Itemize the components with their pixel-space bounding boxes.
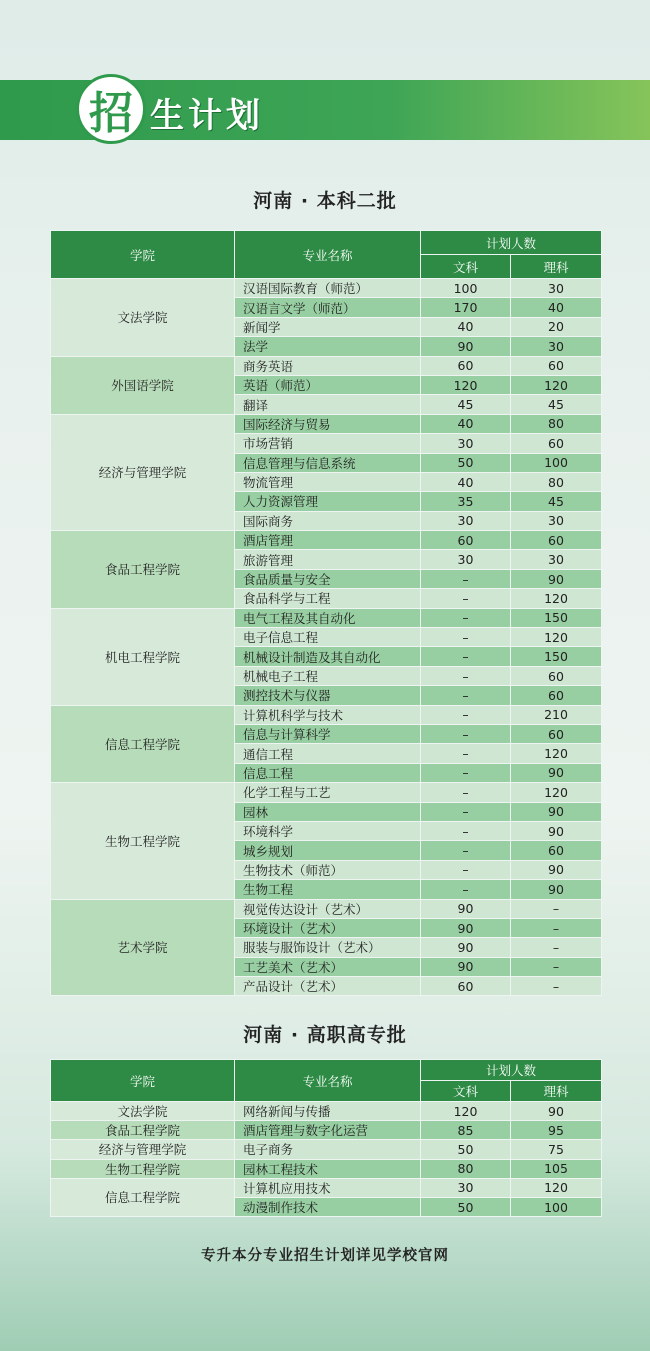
li-cell: 60 — [511, 841, 602, 860]
major-cell: 酒店管理与数字化运营 — [235, 1121, 421, 1140]
major-cell: 酒店管理 — [235, 531, 421, 550]
wen-cell: 90 — [421, 938, 511, 957]
college-cell: 食品工程学院 — [51, 531, 235, 609]
major-cell: 电子商务 — [235, 1140, 421, 1159]
wen-cell: – — [421, 647, 511, 666]
major-cell: 英语（师范） — [235, 375, 421, 394]
wen-cell: – — [421, 686, 511, 705]
table-row — [51, 705, 602, 724]
college-cell: 艺术学院 — [51, 899, 235, 996]
college-cell: 经济与管理学院 — [51, 1140, 235, 1159]
wen-cell: 170 — [421, 298, 511, 317]
major-cell: 法学 — [235, 337, 421, 356]
major-cell: 信息与计算科学 — [235, 724, 421, 743]
college-cell: 生物工程学院 — [51, 1159, 235, 1178]
major-cell: 机械设计制造及其自动化 — [235, 647, 421, 666]
li-cell: – — [511, 938, 602, 957]
li-cell: 90 — [511, 569, 602, 588]
li-cell: 90 — [511, 880, 602, 899]
major-cell: 计算机应用技术 — [235, 1178, 421, 1197]
major-cell: 旅游管理 — [235, 550, 421, 569]
wen-cell: 80 — [421, 1159, 511, 1178]
major-cell: 网络新闻与传播 — [235, 1102, 421, 1121]
college-cell: 生物工程学院 — [51, 783, 235, 899]
li-cell: 40 — [511, 298, 602, 317]
wen-cell: 100 — [421, 279, 511, 298]
li-cell: 30 — [511, 337, 602, 356]
li-cell: 120 — [511, 589, 602, 608]
li-cell: 30 — [511, 550, 602, 569]
li-cell: 60 — [511, 666, 602, 685]
wen-cell: – — [421, 860, 511, 879]
li-cell: 150 — [511, 608, 602, 627]
major-cell: 工艺美术（艺术） — [235, 957, 421, 976]
major-cell: 食品科学与工程 — [235, 589, 421, 608]
wen-cell: – — [421, 628, 511, 647]
header-college: 学院 — [51, 1060, 235, 1102]
wen-cell: 60 — [421, 356, 511, 375]
li-cell: 100 — [511, 453, 602, 472]
table-row — [51, 414, 602, 433]
li-cell: 90 — [511, 821, 602, 840]
li-cell: 30 — [511, 279, 602, 298]
major-cell: 新闻学 — [235, 317, 421, 336]
li-cell: 80 — [511, 472, 602, 491]
li-cell: 105 — [511, 1159, 602, 1178]
header-wen: 文科 — [421, 1081, 511, 1102]
li-cell: 80 — [511, 414, 602, 433]
li-cell: 60 — [511, 686, 602, 705]
major-cell: 化学工程与工艺 — [235, 783, 421, 802]
major-cell: 人力资源管理 — [235, 492, 421, 511]
wen-cell: 90 — [421, 918, 511, 937]
li-cell: 90 — [511, 1102, 602, 1121]
li-cell: – — [511, 977, 602, 996]
major-cell: 电子信息工程 — [235, 628, 421, 647]
table-row — [51, 279, 602, 298]
li-cell: 120 — [511, 783, 602, 802]
wen-cell: 60 — [421, 531, 511, 550]
major-cell: 测控技术与仪器 — [235, 686, 421, 705]
title-text: 生计划 — [150, 95, 264, 136]
header-li: 理科 — [511, 255, 602, 279]
wen-cell: – — [421, 666, 511, 685]
major-cell: 生物工程 — [235, 880, 421, 899]
major-cell: 动漫制作技术 — [235, 1197, 421, 1216]
section1-title: 河南 · 本科二批 — [253, 190, 397, 212]
major-cell: 信息工程 — [235, 763, 421, 782]
wen-cell: 45 — [421, 395, 511, 414]
header-wen: 文科 — [421, 255, 511, 279]
li-cell: 90 — [511, 763, 602, 782]
wen-cell: 60 — [421, 977, 511, 996]
major-cell: 视觉传达设计（艺术） — [235, 899, 421, 918]
section2-title: 河南 · 高职高专批 — [243, 1024, 407, 1046]
major-cell: 国际经济与贸易 — [235, 414, 421, 433]
major-cell: 通信工程 — [235, 744, 421, 763]
wen-cell: – — [421, 841, 511, 860]
li-cell: 60 — [511, 531, 602, 550]
wen-cell: 120 — [421, 1102, 511, 1121]
li-cell: 45 — [511, 395, 602, 414]
li-cell: 120 — [511, 744, 602, 763]
table-row — [51, 531, 602, 550]
header-college: 学院 — [51, 231, 235, 279]
major-cell: 物流管理 — [235, 472, 421, 491]
wen-cell: 90 — [421, 957, 511, 976]
wen-cell: – — [421, 802, 511, 821]
li-cell: 100 — [511, 1197, 602, 1216]
major-cell: 汉语言文学（师范） — [235, 298, 421, 317]
major-cell: 机械电子工程 — [235, 666, 421, 685]
header-li: 理科 — [511, 1081, 602, 1102]
wen-cell: 40 — [421, 414, 511, 433]
table-row — [51, 1102, 602, 1121]
table-row — [51, 1178, 602, 1197]
wen-cell: 50 — [421, 453, 511, 472]
li-cell: 20 — [511, 317, 602, 336]
major-cell: 市场营销 — [235, 434, 421, 453]
wen-cell: – — [421, 880, 511, 899]
header-major: 专业名称 — [235, 1060, 421, 1102]
li-cell: 90 — [511, 802, 602, 821]
wen-cell: 40 — [421, 317, 511, 336]
wen-cell: – — [421, 589, 511, 608]
li-cell: – — [511, 957, 602, 976]
table-row — [51, 1140, 602, 1159]
wen-cell: 35 — [421, 492, 511, 511]
major-cell: 汉语国际教育（师范） — [235, 279, 421, 298]
li-cell: 30 — [511, 511, 602, 530]
li-cell: 120 — [511, 628, 602, 647]
wen-cell: 30 — [421, 434, 511, 453]
li-cell: 150 — [511, 647, 602, 666]
college-cell: 外国语学院 — [51, 356, 235, 414]
li-cell: 120 — [511, 375, 602, 394]
li-cell: 45 — [511, 492, 602, 511]
college-cell: 食品工程学院 — [51, 1121, 235, 1140]
li-cell: – — [511, 899, 602, 918]
table-row — [51, 608, 602, 627]
li-cell: 60 — [511, 724, 602, 743]
li-cell: – — [511, 918, 602, 937]
title-circle-char: 招 — [76, 74, 146, 144]
college-cell: 经济与管理学院 — [51, 414, 235, 530]
wen-cell: – — [421, 569, 511, 588]
wen-cell: 50 — [421, 1197, 511, 1216]
undergrad-plan-table — [50, 230, 602, 996]
li-cell: 90 — [511, 860, 602, 879]
wen-cell: – — [421, 744, 511, 763]
wen-cell: 30 — [421, 511, 511, 530]
major-cell: 环境设计（艺术） — [235, 918, 421, 937]
li-cell: 95 — [511, 1121, 602, 1140]
header-plan: 计划人数 — [421, 1060, 602, 1081]
table-row — [51, 1159, 602, 1178]
li-cell: 60 — [511, 434, 602, 453]
college-cell: 文法学院 — [51, 279, 235, 357]
li-cell: 210 — [511, 705, 602, 724]
major-cell: 城乡规划 — [235, 841, 421, 860]
major-cell: 食品质量与安全 — [235, 569, 421, 588]
table-row — [51, 899, 602, 918]
wen-cell: – — [421, 608, 511, 627]
wen-cell: – — [421, 821, 511, 840]
college-cell: 文法学院 — [51, 1102, 235, 1121]
college-cell: 信息工程学院 — [51, 1178, 235, 1216]
header-plan: 计划人数 — [421, 231, 602, 255]
major-cell: 计算机科学与技术 — [235, 705, 421, 724]
major-cell: 国际商务 — [235, 511, 421, 530]
vocational-plan-table — [50, 1059, 602, 1217]
wen-cell: – — [421, 783, 511, 802]
wen-cell: 50 — [421, 1140, 511, 1159]
li-cell: 75 — [511, 1140, 602, 1159]
wen-cell: 90 — [421, 337, 511, 356]
wen-cell: – — [421, 724, 511, 743]
li-cell: 60 — [511, 356, 602, 375]
major-cell: 翻译 — [235, 395, 421, 414]
wen-cell: 90 — [421, 899, 511, 918]
major-cell: 园林 — [235, 802, 421, 821]
footer-note: 专升本分专业招生计划详见学校官网 — [201, 1248, 449, 1264]
major-cell: 服装与服饰设计（艺术） — [235, 938, 421, 957]
table-row — [51, 1121, 602, 1140]
table-row — [51, 356, 602, 375]
college-cell: 机电工程学院 — [51, 608, 235, 705]
major-cell: 环境科学 — [235, 821, 421, 840]
major-cell: 商务英语 — [235, 356, 421, 375]
major-cell: 园林工程技术 — [235, 1159, 421, 1178]
header-major: 专业名称 — [235, 231, 421, 279]
major-cell: 产品设计（艺术） — [235, 977, 421, 996]
wen-cell: – — [421, 705, 511, 724]
wen-cell: 30 — [421, 1178, 511, 1197]
major-cell: 电气工程及其自动化 — [235, 608, 421, 627]
li-cell: 120 — [511, 1178, 602, 1197]
college-cell: 信息工程学院 — [51, 705, 235, 783]
wen-cell: 85 — [421, 1121, 511, 1140]
wen-cell: – — [421, 763, 511, 782]
wen-cell: 40 — [421, 472, 511, 491]
wen-cell: 120 — [421, 375, 511, 394]
major-cell: 生物技术（师范） — [235, 860, 421, 879]
table-row — [51, 783, 602, 802]
major-cell: 信息管理与信息系统 — [235, 453, 421, 472]
wen-cell: 30 — [421, 550, 511, 569]
